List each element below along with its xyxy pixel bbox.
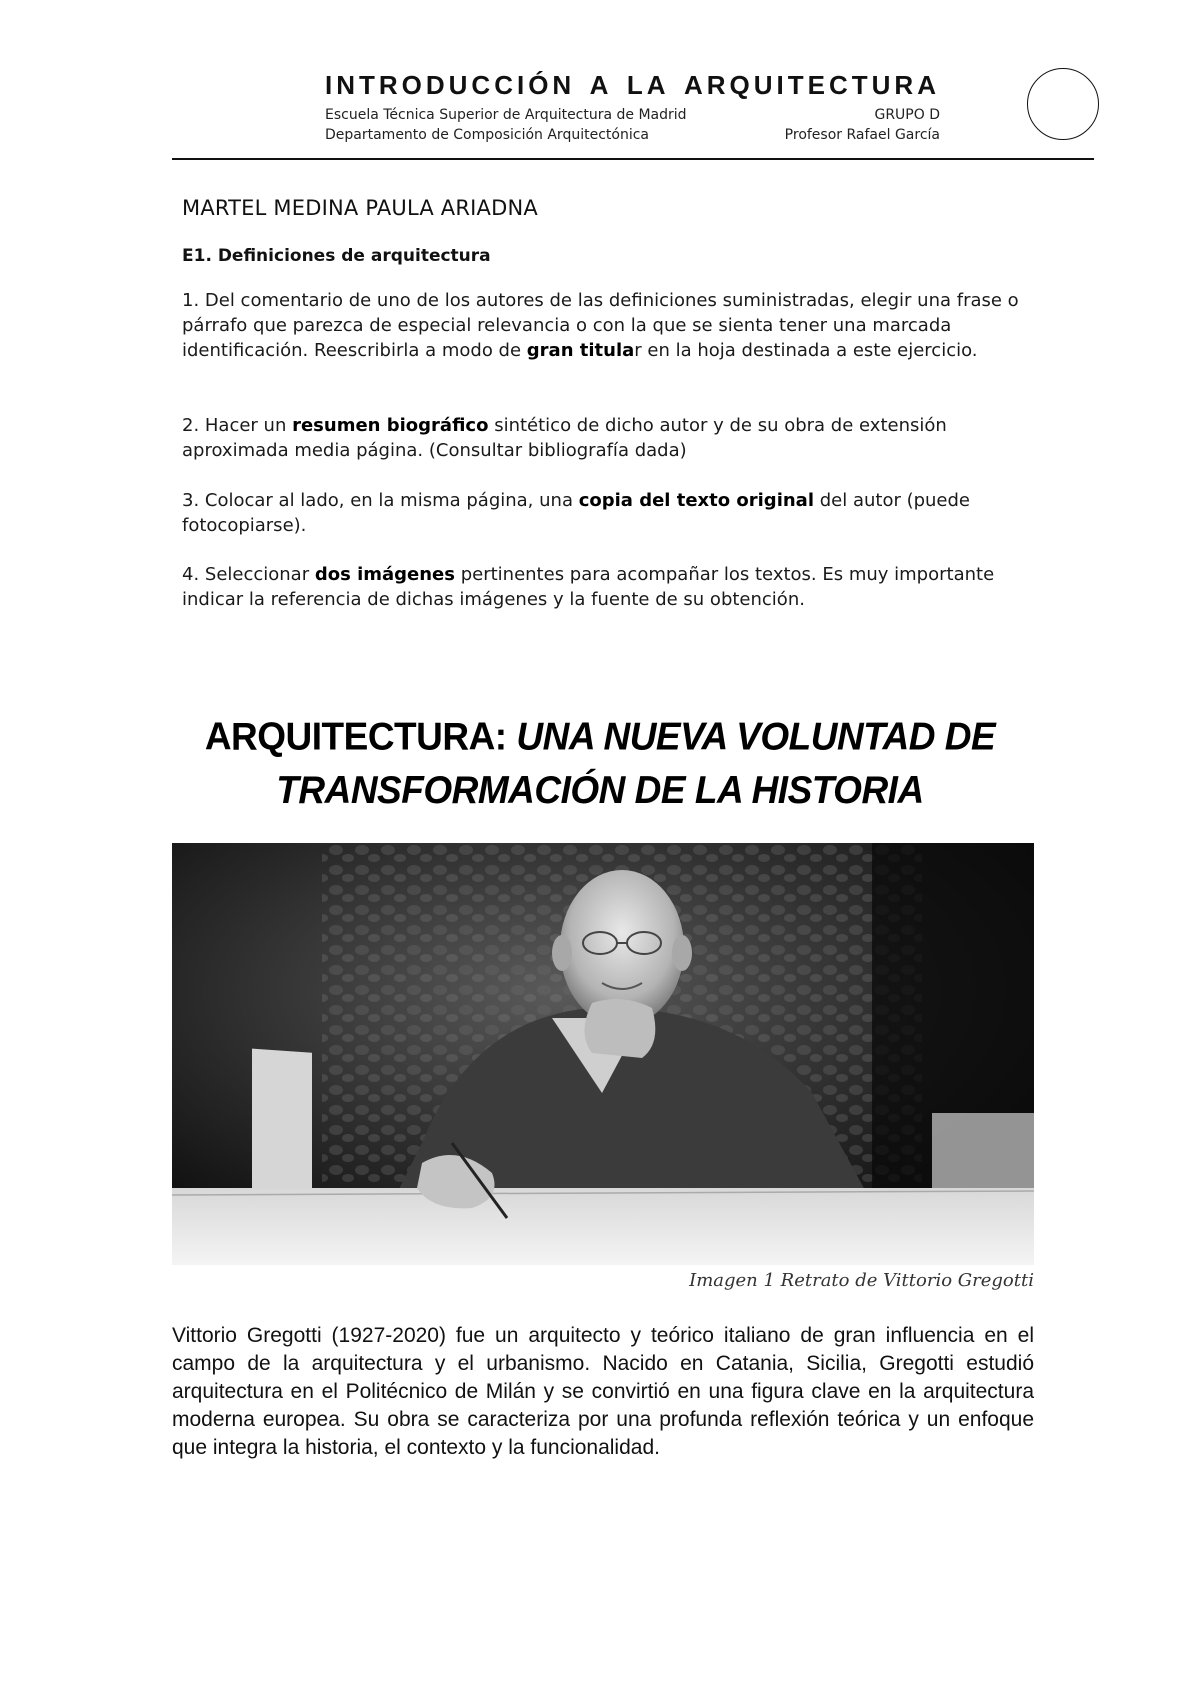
headline-italic-2: TRANSFORMACIÓN DE LA HISTORIA — [276, 768, 924, 812]
headline — [150, 709, 1050, 816]
course-title-word: ARQUITECTURA — [683, 70, 940, 100]
instruction-4: 4. Seleccionar dos imágenes pertinentes para acompañar los textos. Es muy importante indicar la referencia de dichas imágenes y la fuente de su obtención. — [182, 564, 995, 610]
header-divider — [172, 158, 1094, 160]
instruction-2: 2. Hacer un resumen biográfico sintético de dicho autor y de su obra de extensión aproximada media página. (Consultar bibliografía dada) — [182, 415, 947, 461]
instruction-3: 3. Colocar al lado, en la misma página, una copia del texto original del autor (puede fotocopiarse). — [182, 490, 971, 536]
course-title-word: LA — [626, 70, 670, 100]
professor-name: Profesor Rafael García — [784, 127, 940, 143]
grade-circle — [1027, 68, 1099, 140]
headline-plain: ARQUITECTURA: — [204, 714, 517, 758]
course-title-word: INTRODUCCIÓN — [325, 70, 576, 100]
instruction-1: 1. Del comentario de uno de los autores de las definiciones suministradas, elegir una frase o párrafo que parezca de especial relevancia o con la que se sienta tener una marcada identificación. Reescribirla a modo de gran titular en la hoja destinada a este ejercicio. — [182, 290, 1019, 361]
group-label: GRUPO D — [874, 107, 940, 123]
student-name: MARTEL MEDINA PAULA ARIADNA — [182, 196, 538, 220]
department-name: Departamento de Composición Arquitectónica — [325, 127, 649, 143]
course-title — [325, 70, 940, 101]
image-caption: Imagen 1 Retrato de Vittorio Gregotti — [689, 1270, 1034, 1291]
portrait-photo — [172, 843, 1034, 1265]
header-line-1 — [325, 107, 940, 123]
course-title-word: A — [589, 70, 613, 100]
biography-paragraph: Vittorio Gregotti (1927-2020) fue un arquitecto y teórico italiano de gran influencia en el campo de la arquitectura y el urbanismo. Nacido en Catania, Sicilia, Gregotti estudió arquitectura en el Politécnico de Milán y se convirtió en una figura clave en la arquitectura moderna europea. Su obra se caracteriza por una profunda reflexión teórica y un enfoque que integra la historia, el contexto y la funcionalidad. — [172, 1324, 1034, 1459]
headline-italic-1: UNA NUEVA VOLUNTAD DE — [516, 714, 996, 758]
school-name: Escuela Técnica Superior de Arquitectura de Madrid — [325, 107, 687, 123]
exercise-title: E1. Definiciones de arquitectura — [182, 246, 491, 266]
header-line-2 — [325, 127, 940, 143]
